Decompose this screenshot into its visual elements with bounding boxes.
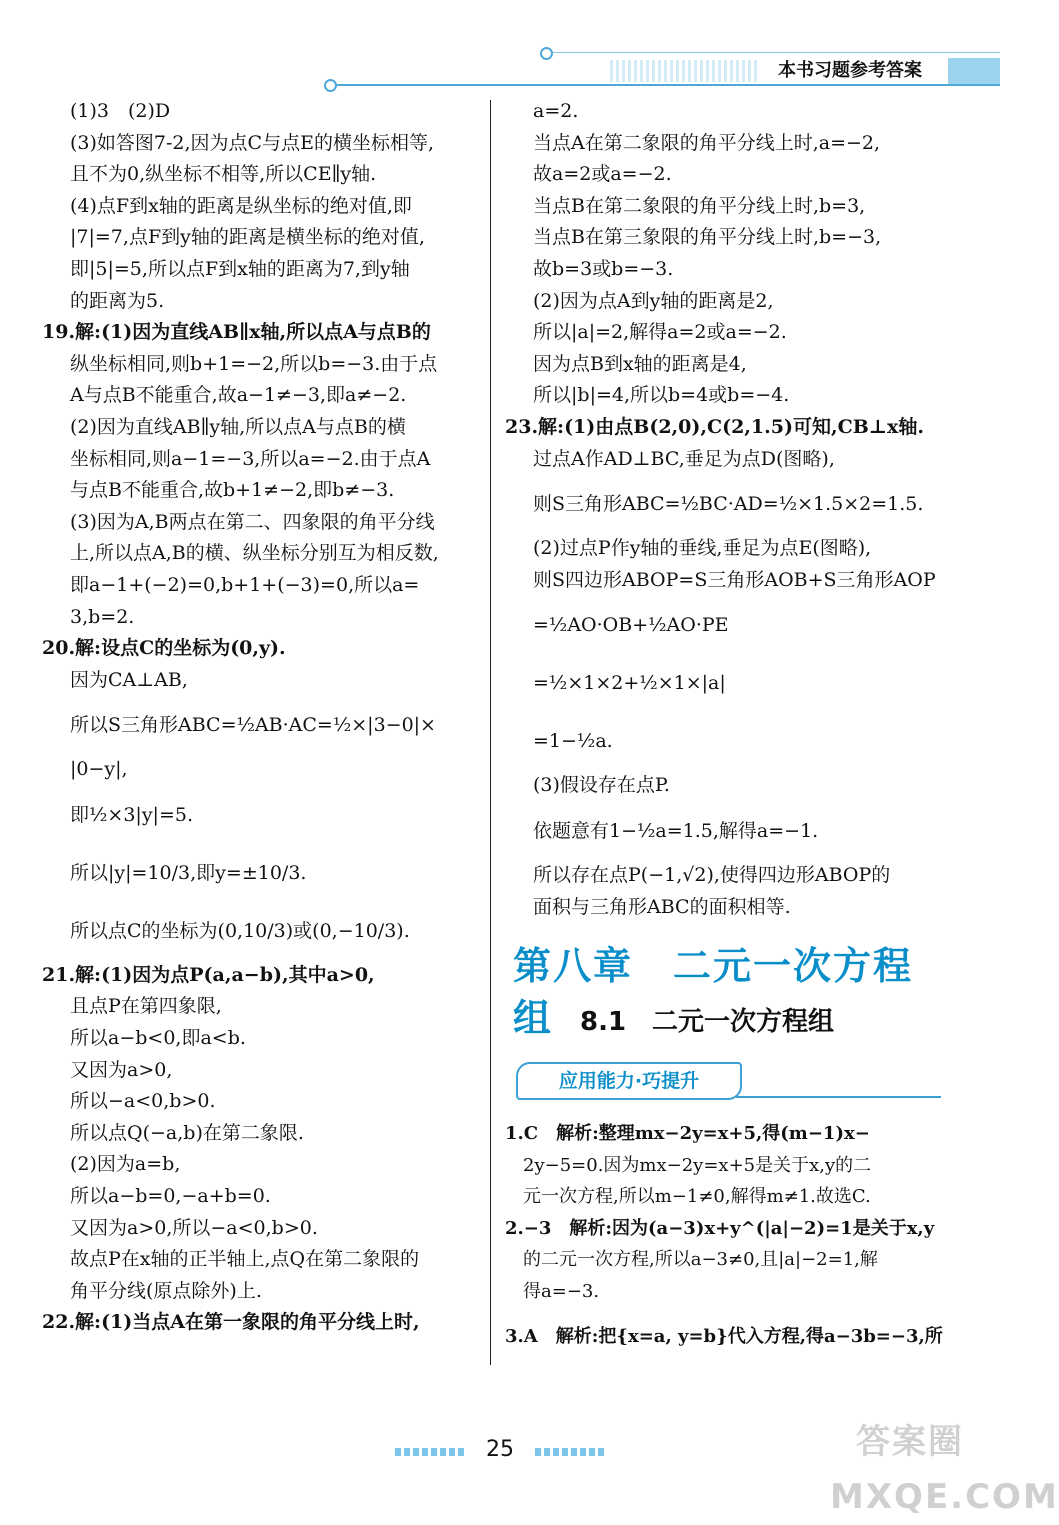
text-line: 且点P在第四象限, xyxy=(70,995,222,1018)
text-line: (3)假设存在点P. xyxy=(533,774,670,797)
text-line: (2)因为直线AB∥y轴,所以点A与点B的横 xyxy=(70,415,406,438)
text-line: (1)3 (2)D xyxy=(70,100,171,122)
text-line: |7|=7,点F到y轴的距离是横坐标的绝对值, xyxy=(70,226,425,249)
right-column xyxy=(505,96,945,923)
text-line: 面积与三角形ABC的面积相等. xyxy=(533,895,791,918)
text-line: 因为CA⊥AB, xyxy=(70,668,188,691)
text-line: (3)因为A,B两点在第二、四象限的角平分线 xyxy=(70,510,435,533)
text-line: 角平分线(原点除外)上. xyxy=(70,1279,262,1302)
header-title: 本书习题参考答案 xyxy=(778,60,922,81)
text-line: 与点B不能重合,故b+1≠−2,即b≠−3. xyxy=(70,479,395,502)
text-line: (2)过点P作y轴的垂线,垂足为点E(图略), xyxy=(533,537,872,560)
text-line: 2y−5=0.因为mx−2y=x+5是关于x,y的二 xyxy=(523,1154,872,1176)
text-line: 所以点Q(−a,b)在第二象限. xyxy=(70,1121,304,1144)
question-20: 20.解:设点C的坐标为(0,y). xyxy=(42,637,286,660)
answers-block xyxy=(505,1118,945,1366)
formula-line: =½×1×2+½×1×|a| xyxy=(533,672,726,695)
answer-1: 1.C 解析:整理mx−2y=x+5,得(m−1)x− xyxy=(505,1123,870,1144)
text-line: 的二元一次方程,所以a−3≠0,且|a|−2=1,解 xyxy=(523,1249,878,1271)
question-22: 22.解:(1)当点A在第一象限的角平分线上时, xyxy=(42,1311,420,1334)
question-21: 21.解:(1)因为点P(a,a−b),其中a>0, xyxy=(42,963,375,986)
text-line: 又因为a>0, xyxy=(70,1058,173,1081)
formula-line: 则S三角形ABC=½BC·AD=½×1.5×2=1.5. xyxy=(533,493,924,516)
text-line: (4)点F到x轴的距离是纵坐标的绝对值,即 xyxy=(70,194,412,217)
formula-line: =½AO·OB+½AO·PE xyxy=(533,614,729,637)
text-line: (3)如答图7-2,因为点C与点E的横坐标相等, xyxy=(70,131,434,154)
text-line: (2)因为点A到y轴的距离是2, xyxy=(533,289,774,312)
text-line: 纵坐标相同,则b+1=−2,所以b=−3.由于点 xyxy=(70,352,438,375)
header-band xyxy=(610,60,760,82)
formula-line: 所以点C的坐标为(0,10/3)或(0,−10/3). xyxy=(70,919,410,942)
text-line: 故a=2或a=−2. xyxy=(533,163,672,186)
section-badge: 应用能力·巧提升 xyxy=(516,1062,742,1100)
watermark: 答案圈 MXQE.COM xyxy=(830,1422,1059,1517)
text-line: 即a−1+(−2)=0,b+1+(−3)=0,所以a= xyxy=(70,573,420,596)
text-line: 故点P在x轴的正半轴上,点Q在第二象限的 xyxy=(70,1248,420,1271)
text-line: 所以a−b<0,即a<b. xyxy=(70,1027,246,1050)
column-divider xyxy=(490,100,491,1365)
text-line: 所以|a|=2,解得a=2或a=−2. xyxy=(533,321,787,344)
text-line: 得a=−3. xyxy=(523,1280,600,1302)
page-number-ornament xyxy=(395,1448,465,1456)
left-column xyxy=(42,96,482,1339)
text-line: 所以存在点P(−1,√2),使得四边形ABOP的 xyxy=(533,863,891,886)
text-line: 坐标相同,则a−1=−3,所以a=−2.由于点A xyxy=(70,447,431,470)
formula-line: 所以|y|=10/3,即y=±10/3. xyxy=(70,861,307,884)
text-line: 即|5|=5,所以点F到x轴的距离为7,到y轴 xyxy=(70,257,410,280)
text-line: 当点B在第二象限的角平分线上时,b=3, xyxy=(533,194,866,217)
text-line: 所以a−b=0,−a+b=0. xyxy=(70,1185,271,1208)
page-number-ornament xyxy=(535,1448,605,1456)
formula-line: 所以S三角形ABC=½AB·AC=½×|3−0|× xyxy=(70,714,436,737)
section-title: 8.1 二元一次方程组 xyxy=(580,1007,835,1037)
text-line: 当点B在第三象限的角平分线上时,b=−3, xyxy=(533,226,882,249)
badge-rule xyxy=(736,1096,941,1098)
text-line: 过点A作AD⊥BC,垂足为点D(图略), xyxy=(533,447,835,470)
question-19: 19.解:(1)因为直线AB∥x轴,所以点A与点B的 xyxy=(42,321,431,344)
header-rule xyxy=(330,84,1000,86)
text-line: 因为点B到x轴的距离是4, xyxy=(533,352,747,375)
text-line: 所以−a<0,b>0. xyxy=(70,1090,216,1113)
formula-line: 即½×3|y|=5. xyxy=(70,803,194,826)
header-dot xyxy=(324,79,337,92)
text-line: |0−y|, xyxy=(70,758,128,781)
text-line: a=2. xyxy=(533,100,579,122)
text-line: 故b=3或b=−3. xyxy=(533,257,674,280)
text-line: 上,所以点A,B的横、纵坐标分别互为相反数, xyxy=(70,542,439,565)
text-line: A与点B不能重合,故a−1≠−3,即a≠−2. xyxy=(70,384,407,407)
question-23: 23.解:(1)由点B(2,0),C(2,1.5)可知,CB⊥x轴. xyxy=(505,415,924,438)
header-tab xyxy=(948,58,1000,84)
answer-3: 3.A 解析:把{x=a, y=b}代入方程,得a−3b=−3,所 xyxy=(505,1325,943,1347)
page-number: 25 xyxy=(486,1437,514,1462)
text-line: 所以|b|=4,所以b=4或b=−4. xyxy=(533,384,790,407)
formula-line: 依题意有1−½a=1.5,解得a=−1. xyxy=(533,819,819,842)
formula-line: =1−½a. xyxy=(533,730,613,753)
header-thin-line xyxy=(545,52,1000,53)
text-line: 又因为a>0,所以−a<0,b>0. xyxy=(70,1216,318,1239)
text-line: 元一次方程,所以m−1≠0,解得m≠1.故选C. xyxy=(523,1186,871,1208)
text-line: 且不为0,纵坐标不相等,所以CE∥y轴. xyxy=(70,163,377,186)
formula-line: 则S四边形ABOP=S三角形AOB+S三角形AOP xyxy=(533,568,936,591)
answer-2: 2.−3 解析:因为(a−3)x+y^(|a|−2)=1是关于x,y xyxy=(505,1217,935,1239)
text-line: (2)因为a=b, xyxy=(70,1153,181,1176)
text-line: 3,b=2. xyxy=(70,605,135,628)
text-line: 的距离为5. xyxy=(70,289,165,312)
chapter-title: 第八章 二元一次方程组 xyxy=(513,944,914,1040)
text-line: 当点A在第二象限的角平分线上时,a=−2, xyxy=(533,131,881,154)
header-dot xyxy=(540,47,553,60)
